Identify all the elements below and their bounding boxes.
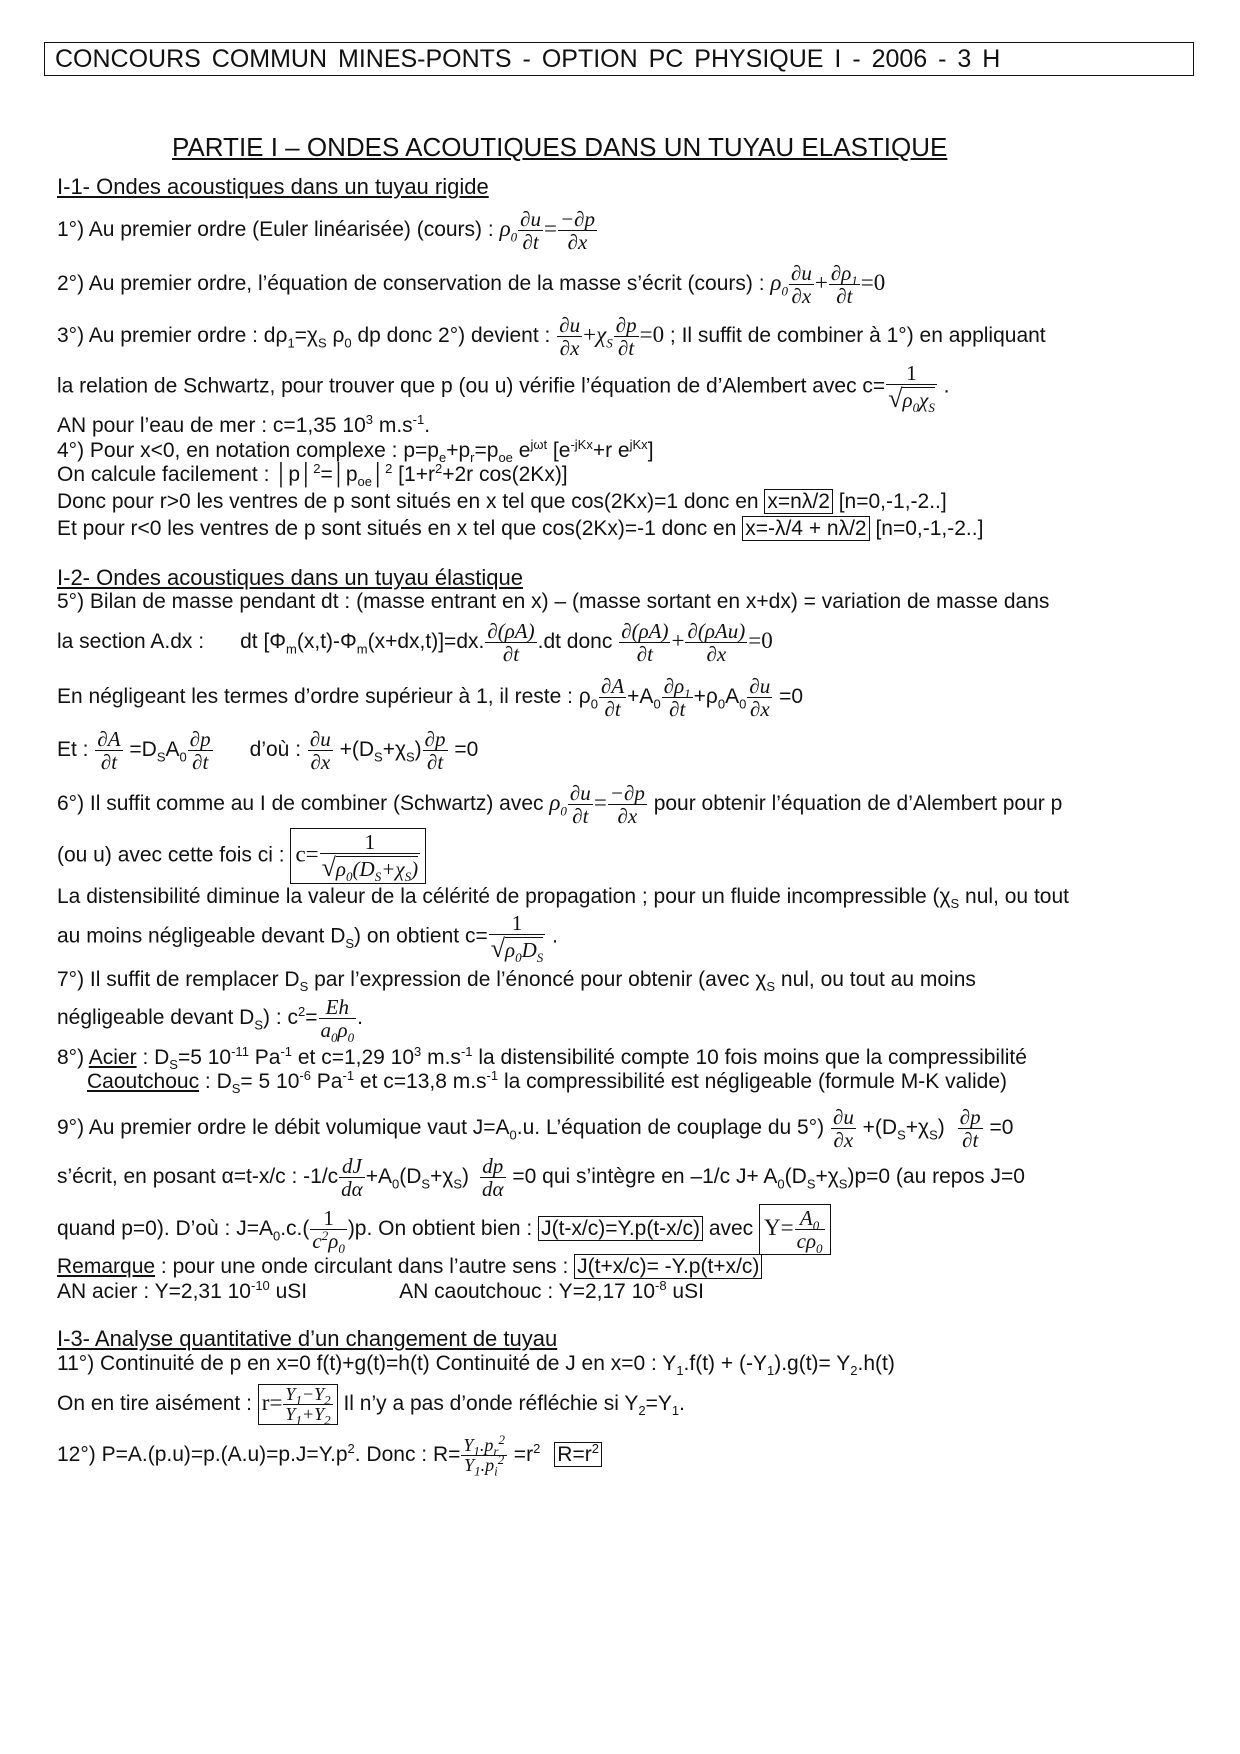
q2-text: 2°) Au premier ordre, l’équation de conservation de la masse s’écrit (cours) : bbox=[57, 272, 765, 296]
q11-line: 11°) Continuité de p en x=0 f(t)+g(t)=h(t) Continuité de J en x=0 : $Y_1.f(t) + (-Y_1).g(t)= Y_2.h(t)$ bbox=[57, 1352, 895, 1379]
q5-text-f: .dt donc bbox=[537, 630, 613, 654]
rneg-end: [n=0,-1,-2..] bbox=[869, 517, 984, 540]
q3-text-c: ρ bbox=[326, 324, 345, 348]
q12-line: 12°) $P=A.(p.u)=p.(A.u)=p.J=Y.p^2$. Donc : R= $\frac{Y_1.p_r^2}{Y_1.p_i^2}$ $=r^2$ $R=r^2$ bbox=[57, 1436, 602, 1475]
q8-text-c: Pa bbox=[248, 1046, 281, 1069]
section-heading-1: I-1- Ondes acoustiques dans un tuyau rigide bbox=[57, 174, 489, 199]
q9-text-g: )p=0 (au repos J=0 bbox=[847, 1165, 1025, 1189]
q5-text-b: la section A.dx : bbox=[57, 630, 205, 654]
q8-text-j: et c=13,8 m.s bbox=[354, 1070, 487, 1093]
q9-text-i: .c.( bbox=[280, 1217, 310, 1241]
et-text: Et : bbox=[57, 738, 89, 762]
q8-text-k: la compressibilité est négligeable (formule M-K valide) bbox=[498, 1070, 1007, 1093]
q6-line-2 bbox=[57, 828, 426, 884]
an-caoutchouc-unit: uSI bbox=[666, 1280, 704, 1303]
rneg-text: Et pour r<0 les ventres de p sont situés en x tel que cos(2Kx)=-1 donc en bbox=[57, 517, 743, 540]
q9-text-e: (D bbox=[784, 1165, 807, 1189]
dist-text-4: ) on obtient c= bbox=[354, 924, 488, 948]
q11-text-b: .f(t) + (-Y bbox=[683, 1352, 767, 1375]
an-caoutchouc-text: AN caoutchouc : Y=2,17 10 bbox=[399, 1280, 656, 1303]
section-heading-2: I-2- Ondes acoustiques dans un tuyau élastique bbox=[57, 565, 523, 590]
q7-text: 7°) Il suffit de remplacer D bbox=[57, 968, 300, 991]
q1-text: 1°) Au premier ordre (Euler linéarisée) (cours) : bbox=[57, 218, 494, 242]
q9-text-f: +χ bbox=[815, 1165, 839, 1189]
q9-text-b: .u. L’équation de couplage du 5°) bbox=[516, 1116, 825, 1140]
q9-text-d: qui s’intègre en –1/c J+ A bbox=[536, 1165, 778, 1189]
q5-text-d: (x,t)-Φ bbox=[296, 630, 357, 654]
dist-text-2: nul, ou tout bbox=[959, 885, 1069, 908]
q11-text-c: ).g(t)= Y bbox=[774, 1352, 851, 1375]
q6-text: 6°) Il suffit comme au I de combiner (Schwartz) avec bbox=[57, 792, 544, 816]
power-ratio-text: R=r bbox=[557, 1442, 592, 1466]
negl-line: En négligeant les termes d’ordre supérieur à 1, il reste : $\rho_0$ $\frac{\partial A}{\partial t}$ $+A_0$ $\frac{\partial\rho_1}{\partial t}$ $+\rho_0A_0$ $\frac{\partial u}{\partial x}$ =0 bbox=[57, 674, 804, 722]
q8-text-b: =5 10 bbox=[177, 1046, 232, 1069]
acier-label: Acier bbox=[88, 1046, 137, 1069]
q11-text: 11°) Continuité de p en x=0 f(t)+g(t)=h(t) Continuité de J en x=0 : Y bbox=[57, 1352, 677, 1375]
rpos-end: [n=0,-1,-2..] bbox=[832, 490, 947, 513]
rpos-text: Donc pour r>0 les ventres de p sont situés en x tel que cos(2Kx)=1 donc en bbox=[57, 490, 765, 513]
remarque-line bbox=[57, 1255, 762, 1279]
q5-line: 5°) Bilan de masse pendant dt : (masse entrant en x) – (masse sortant en x+dx) = variation de masse dans bbox=[57, 590, 1050, 613]
q8-text-g: : D bbox=[199, 1070, 232, 1093]
q9-line-3: quand p=0). D’où : $J=A_0.c$.( $\frac{1}{c^2\rho_0}$ )p. On obtient bien : J(t-x/c)=Y.p(t-x/c) avec Y= $\frac{A_0}{c\rho_0}$ bbox=[57, 1204, 831, 1255]
an-acier-text: AN acier : Y=2,31 10 bbox=[57, 1280, 251, 1303]
dist-text-3: au moins négligeable devant D bbox=[57, 924, 346, 948]
q3-text-a: 3°) Au premier ordre : dρ bbox=[57, 324, 288, 348]
q8-text-a: : D bbox=[136, 1046, 170, 1069]
admittance-result-box: Y= $\frac{A_0}{c\rho_0}$ bbox=[759, 1204, 831, 1255]
q3-line: 3°) Au premier ordre : $d\rho_1=\chi_S$ $\rho_0$ dp donc 2°) devient : $\frac{\partial u}{\partial x}$ $+\chi_S$ $\frac{\partial p}{\partial t}$ =0 ; Il suffit de combiner à 1°) en appliquant bbox=[57, 313, 1046, 361]
q9-line: 9°) Au premier ordre le débit volumique vaut $J=A_0.u$. L’équation de couplage du 5°) $\frac{\partial u}{\partial x}$ $+(D_S+\chi_S)$ $\frac{\partial p}{\partial t}$ =0 bbox=[57, 1105, 1014, 1153]
q1-line: 1°) Au premier ordre (Euler linéarisée) (cours) : $\rho_0$ $\frac{\partial u}{\partial t}$ = $\frac{-\partial p}{\partial x}$ bbox=[57, 207, 596, 255]
q12-text-c: =r bbox=[507, 1442, 534, 1466]
q5-text-e: (x+dx,t)]=dx. bbox=[367, 630, 485, 654]
q7-line-2: négligeable devant $D_S$) : $c^2=$ $\frac{Eh}{a_0\rho_0}$ . bbox=[57, 995, 363, 1046]
power-ratio-box: $R=r^2$ bbox=[554, 1442, 602, 1467]
an-line: AN pour l’eau de mer : c=1,35 $10^3$ $m.s^{-1}$. bbox=[57, 412, 431, 437]
q8-text-d: et c=1,29 10 bbox=[292, 1046, 415, 1069]
q9-text-c: s’écrit, en posant α=t-x/c : -1/c bbox=[57, 1165, 339, 1189]
q6-line: 6°) Il suffit comme au I de combiner (Schwartz) avec $\rho_0$ $\frac{\partial u}{\partial t}$ = $\frac{-\partial p}{\partial x}$ pour obtenir l’équation de d’Alembert pour p bbox=[57, 781, 1063, 829]
q4-text: 4°) Pour x<0, en notation complexe : p=p bbox=[57, 439, 439, 462]
q3-text-b: =χ bbox=[294, 324, 318, 348]
calc-line: On calcule facilement : $│p│^2=│p_{oe}│^2$ [$1+r^2+2r$ cos(2Kx)] bbox=[57, 461, 568, 490]
reflection-coefficient-box: r= $\frac{Y_1-Y_2}{Y_1+Y_2}$ bbox=[258, 1384, 338, 1425]
q7-text-e: ) : c bbox=[263, 1006, 298, 1030]
remarque-result-box: J(t+x/c)= -Y.p(t+x/c) bbox=[574, 1254, 762, 1279]
q12-text-b: . Donc : R= bbox=[354, 1442, 461, 1466]
q3-text-d: dp donc 2°) devient : bbox=[351, 324, 551, 348]
an-text: AN pour l’eau de mer : c=1,35 10 bbox=[57, 414, 366, 437]
exam-header: CONCOURS COMMUN MINES-PONTS - OPTION PC PHYSIQUE I - 2006 - 3 H bbox=[44, 42, 1194, 76]
q6-text-c: (ou u) avec cette fois ci : bbox=[57, 843, 285, 867]
q8-text-e: m.s bbox=[421, 1046, 461, 1069]
q5-text-c: dt [Φ bbox=[240, 630, 287, 654]
et-line: Et : $\frac{\partial A}{\partial t}$ $=D_SA_0$ $\frac{\partial p}{\partial t}$ d’où : $\frac{\partial u}{\partial x}$ $+(D_S+\chi_S)$ $\frac{\partial p}{\partial t}$ =0 bbox=[57, 727, 479, 775]
celerity-result-box: c= $\frac{1}{√\rho_0(D_S+\chi_S)}$ bbox=[290, 828, 426, 884]
q3-text-e: ; Il suffit de combiner à 1°) en appliquant bbox=[664, 324, 1046, 348]
q8-text-h: = 5 10 bbox=[240, 1070, 300, 1093]
q7-line: 7°) Il suffit de remplacer $D_S$ par l’expression de l’énoncé pour obtenir (avec $\chi_S$ nul, ou tout au moins bbox=[57, 968, 976, 995]
rpos-line bbox=[57, 490, 947, 514]
tire-line: On en tire aisément : r= $\frac{Y_1-Y_2}{Y_1+Y_2}$ Il n’y a pas d’onde réfléchie si $Y_2=Y_1$. bbox=[57, 1384, 685, 1428]
dist-line-2: au moins négligeable devant $D_S$) on obtient c= $\frac{1}{√\rho_0D_S}$ . bbox=[57, 911, 558, 966]
q8-line-2: Caoutchouc : $D_S= 5$ $10^{-6}$ $Pa^{-1}$ et c=13,8 $m.s^{-1}$ la compressibilité est négligeable (formule M-K valide) bbox=[87, 1068, 1007, 1097]
admittance-relation-box: J(t-x/c)=Y.p(t-x/c) bbox=[538, 1216, 703, 1241]
q12-text: 12°) P=A.(p.u)=p.(A.u)=p.J=Y.p bbox=[57, 1442, 348, 1466]
q4-line: 4°) Pour x<0, en notation complexe : $p=p_e+p_r=p_{oe}$ $e^{j\omega t}$ [$e^{-jKx}+r$ $e^{jKx}$] bbox=[57, 437, 654, 466]
q8-line: 8°) Acier : $D_S=5$ $10^{-11}$ $Pa^{-1}$ et c=1,29 $10^3$ $m.s^{-1}$ la distensibilité compte 10 fois moins que la compressibilité bbox=[57, 1044, 1027, 1073]
q7-text-d: négligeable devant D bbox=[57, 1006, 255, 1030]
q11-text-d: .h(t) bbox=[857, 1352, 895, 1375]
remarque-label: Remarque bbox=[57, 1255, 156, 1278]
tire-text-3: =Y bbox=[645, 1391, 672, 1415]
calc-text: On calcule facilement : │p│ bbox=[57, 463, 314, 486]
dist-line: La distensibilité diminue la valeur de la célérité de propagation ; pour un fluide incompressible ($\chi_S$ nul, ou tout bbox=[57, 885, 1069, 912]
q3-text-f: la relation de Schwartz, pour trouver que p (ou u) vérifie l’équation de d’Alembert avec c= bbox=[57, 374, 886, 398]
an-acier-unit: uSI bbox=[269, 1280, 308, 1303]
section-heading-3: I-3- Analyse quantitative d’un changement de tuyau bbox=[57, 1326, 558, 1351]
q5-line-2: la section A.dx : dt $[\Phi_m(x,t)-\Phi_m(x+dx,t)]=dx$. $\frac{\partial(\rho A)}{\partial t}$ .dt donc $\frac{\partial(\rho A)}{\partial t}$ + $\frac{\text{∂(ρAu)}}{\partial x}$ =0 bbox=[57, 619, 773, 667]
dist-text: La distensibilité diminue la valeur de la célérité de propagation ; pour un fluide incompressible (χ bbox=[57, 885, 951, 908]
q3-line-2: la relation de Schwartz, pour trouver que p (ou u) vérifie l’équation de d’Alembert avec c= $\frac{1}{√\rho_0\chi_S}$ . bbox=[57, 361, 950, 416]
remarque-text: : pour une onde circulant dans l’autre sens : bbox=[155, 1255, 575, 1278]
q9-text-k: avec bbox=[702, 1217, 754, 1241]
q9-line-2: s’écrit, en posant α=t-x/c : -1/c $\frac{dJ}{d\alpha}$ $+A_0(D_S+\chi_S)$ $\frac{dp}{d\alpha}$ =0 qui s’intègre en –1/c $J+ A_0(D_S+\chi_S)p=0$ (au repos J=0 bbox=[57, 1154, 1025, 1202]
q8-text: 8°) bbox=[57, 1046, 89, 1069]
rpos-result-box: x=nλ/2 bbox=[764, 489, 832, 514]
an-y-line: AN acier : Y=2,31 $10^{-10}$ uSI AN caoutchouc : Y=2,17 $10^{-8}$ uSI bbox=[57, 1278, 704, 1303]
q7-text-c: nul, ou tout au moins bbox=[775, 968, 976, 991]
q2-line: 2°) Au premier ordre, l’équation de conservation de la masse s’écrit (cours) : $\rho_0$ $\frac{\partial u}{\partial x}$ + $\frac{\partial\rho_1}{\partial t}$ =0 bbox=[57, 261, 886, 309]
q9-text-j: )p. On obtient bien : bbox=[347, 1217, 539, 1241]
q7-text-b: par l’expression de l’énoncé pour obtenir (avec χ bbox=[308, 968, 767, 991]
q8-text-i: Pa bbox=[310, 1070, 343, 1093]
q6-text-b: pour obtenir l’équation de d’Alembert pour p bbox=[647, 792, 1063, 816]
dou-text: d’où : bbox=[249, 738, 302, 762]
rneg-line bbox=[57, 517, 983, 541]
rneg-result-box: x=-λ/4 + nλ/2 bbox=[742, 516, 869, 541]
q9-text-h: quand p=0). D’où : J=A bbox=[57, 1217, 273, 1241]
tire-text: On en tire aisément : bbox=[57, 1391, 252, 1415]
q9-text: 9°) Au premier ordre le débit volumique vaut J=A bbox=[57, 1116, 510, 1140]
tire-text-2: Il n’y a pas d’onde réfléchie si Y bbox=[337, 1391, 639, 1415]
negl-text: En négligeant les termes d’ordre supérieur à 1, il reste : ρ bbox=[57, 685, 591, 709]
q8-text-f: la distensibilité compte 10 fois moins que la compressibilité bbox=[472, 1046, 1027, 1069]
part-title: PARTIE I – ONDES ACOUTIQUES DANS UN TUYAU ELASTIQUE bbox=[172, 132, 948, 162]
caoutchouc-label: Caoutchouc bbox=[87, 1070, 200, 1093]
